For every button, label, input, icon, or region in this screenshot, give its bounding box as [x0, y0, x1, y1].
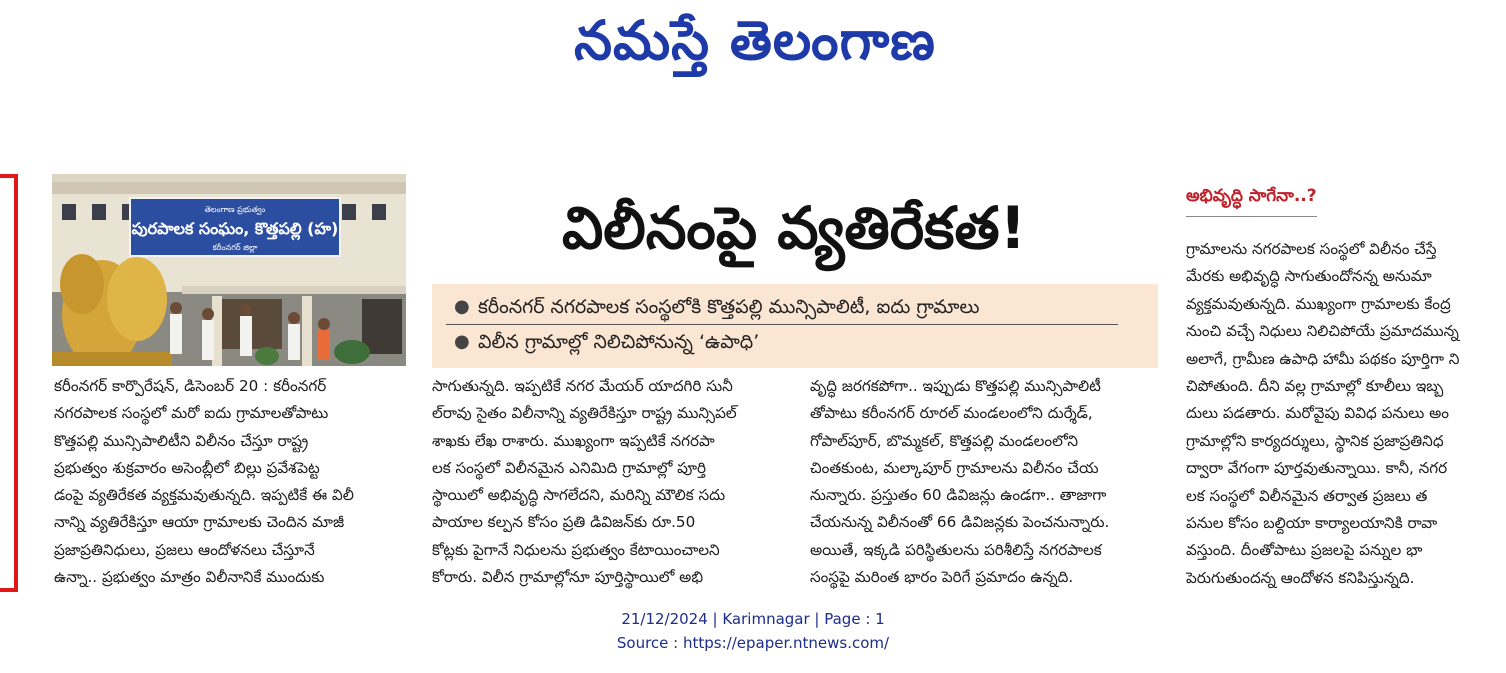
article-line: పాయాల కల్పన కోసం ప్రతి డివిజన్‌కు రూ.50 [432, 513, 696, 532]
sidebar-line: అలాగే, గ్రామీణ ఉపాధి హామీ పథకం పూర్తిగా ని [1186, 349, 1460, 368]
article-line: స్థాయిలో అభివృద్ధి సాగలేదని, మరిన్ని మౌలిక సదు [432, 486, 726, 505]
article-line: లక సంస్థలో విలీనమైన ఎనిమిది గ్రామాల్లో పూర్తి [432, 458, 707, 477]
municipal-office-photo [52, 174, 406, 366]
source-link[interactable]: Source : https://epaper.ntnews.com/ [616, 634, 890, 652]
article-line: వృద్ధి జరగకపోగా.. ఇప్పుడు కొత్తపల్లి మున్సిపాలిటీ [810, 377, 1101, 395]
subheadline-text: కరీంనగర్ నగరపాలక సంస్థలోకి కొత్తపల్లి మున్సిపాలిటీ, ఐదు గ్రామాలు [478, 296, 980, 318]
article-line: చేయనున్న విలీనంతో 66 డివిజన్లకు పెంచనున్నారు. [810, 513, 1110, 532]
article-column-3 [810, 373, 1160, 595]
article-headline: విలీనంపై వ్యతిరేకత! [561, 194, 1027, 262]
subheadline-box [432, 284, 1158, 368]
sign-bottom-text: కరీంనగర్ జిల్లా [212, 243, 258, 252]
sign-top-text: తెలంగాణ ప్రభుత్వం [204, 205, 266, 214]
sidebar-line: ద్వారా వేగంగా పూర్తవుతున్నాయి. కానీ, నగర [1186, 459, 1448, 478]
newspaper-masthead: నమస్తే తెలంగాణ [574, 8, 936, 72]
sidebar-line: వ్యక్తమవుతున్నది. ముఖ్యంగా గ్రామాలకు కేంద్ర [1186, 294, 1451, 313]
article-line: సంస్థపై మరింత భారం పెరిగే ప్రమాదం ఉన్నది. [810, 568, 1074, 587]
sidebar-line: నుంచి వచ్చే నిధులు నిలిచిపోయే ప్రమాదమున్న [1186, 322, 1459, 341]
article-line: ప్రభుత్వం శుక్రవారం అసెంబ్లీలో బిల్లు ప్రవేశపెట్ట [54, 458, 320, 477]
article-line: నున్నారు. ప్రస్తుతం 60 డివిజన్లు ఉండగా.. తాజాగా [810, 486, 1107, 505]
article-line: తోపాటు కరీంనగర్ రూరల్ మండలంలోని దుర్శేడ్, [810, 404, 1093, 423]
article-line: డంపై వ్యతిరేకత వ్యక్తమవుతున్నది. ఇప్పటికే ఈ విలీ [54, 486, 354, 505]
article-line: ప్రజాప్రతినిధులు, ప్రజలు ఆందోళనలు చేస్తూనే [54, 540, 315, 559]
edition-info: 21/12/2024 | Karimnagar | Page : 1 [621, 610, 885, 628]
sidebar-line: పెరుగుతుందన్న ఆందోళన కనిపిస్తున్నది. [1186, 568, 1415, 587]
sidebar-line: వస్తుంది. దీంతోపాటు ప్రజలపై పన్నుల భా [1186, 541, 1423, 560]
sidebar-line: దులు పడతారు. మరోవైపు వివిధ పనులు అం [1186, 404, 1449, 423]
article-line: నగరపాలక సంస్థలో మరో ఐదు గ్రామాలతోపాటు [54, 404, 329, 423]
sidebar-title: అభివృద్ధి సాగేనా..? [1186, 186, 1317, 217]
article-line: చింతకుంట, మల్కాపూర్ గ్రామాలను విలీనం చేయ [810, 458, 1099, 477]
adjacent-article-border [0, 174, 18, 592]
sidebar-line: చిపోతుంది. దీని వల్ల గ్రామాల్లో కూలీలు ఇబ్బ [1186, 377, 1444, 396]
article-line: ఉన్నా.. ప్రభుత్వం మాత్రం విలీనానికే ముందుకు [54, 568, 325, 587]
sidebar-line: గ్రామాలను నగరపాలక సంస్థలో విలీనం చేస్తే [1186, 240, 1437, 258]
sidebar-line: లక సంస్థలో విలీనమైన తర్వాత ప్రజలు త [1186, 486, 1428, 505]
article-line: కొత్తపల్లి మున్సిపాలిటీని విలీనం చేస్తూ రాష్ట్ర [54, 431, 309, 450]
article-column-2 [432, 373, 784, 595]
sidebar-line: పనుల కోసం బల్దియా కార్యాలయానికి రావా [1186, 514, 1438, 533]
article-line: కోట్లకు పైగానే నిధులను ప్రభుత్వం కేటాయించాలని [432, 540, 720, 559]
bullet-icon: ● [454, 331, 470, 352]
sidebar-column [1186, 236, 1506, 596]
sidebar-line: మేరకు అభివృద్ధి సాగుతుందోనన్న అనుమా [1186, 267, 1432, 286]
subheadline-bullet [446, 290, 1118, 325]
article-photo [52, 174, 406, 366]
article-line: గోపాల్‌పూర్, బొమ్మకల్, కొత్తపల్లి మండలంలోని [810, 431, 1079, 450]
subheadline-text: విలీన గ్రామాల్లో నిలిచిపోనున్న ‘ఉపాధి’ [478, 331, 760, 353]
article-column-1 [54, 373, 406, 595]
article-line: శాఖకు లేఖ రాశారు. ముఖ్యంగా ఇప్పటికే నగరపా [432, 431, 715, 450]
article-line: ల్‌రావు సైతం విలీనాన్ని వ్యతిరేకిస్తూ రాష్ట్ర మున్సిపల్ [432, 404, 737, 423]
article-line: సాగుతున్నది. ఇప్పటికే నగర మేయర్ యాదగిరి సునీ [432, 377, 733, 395]
article-line: నాన్ని వ్యతిరేకిస్తూ ఆయా గ్రామాలకు చెందిన మాజీ [54, 513, 345, 532]
sign-main-text: పురపాలక సంఘం, కొత్తపల్లి (హ) [131, 219, 339, 238]
article-line: కరీంనగర్ కార్పొరేషన్, డిసెంబర్ 20 : కరీంనగర్ [54, 377, 327, 395]
sidebar-line: గ్రామాల్లోని కార్యదర్శులు, స్థానిక ప్రజాప్రతినిధ [1186, 431, 1444, 450]
article-line: కోరారు. విలీన గ్రామాల్లోనూ పూర్తిస్థాయిలో అభి [432, 568, 704, 587]
article-line: అయితే, ఇక్కడి పరిస్థితులను పరిశీలిస్తే నగరపాలక [810, 540, 1102, 559]
subheadline-bullet [446, 325, 1144, 359]
bullet-icon: ● [454, 296, 470, 317]
